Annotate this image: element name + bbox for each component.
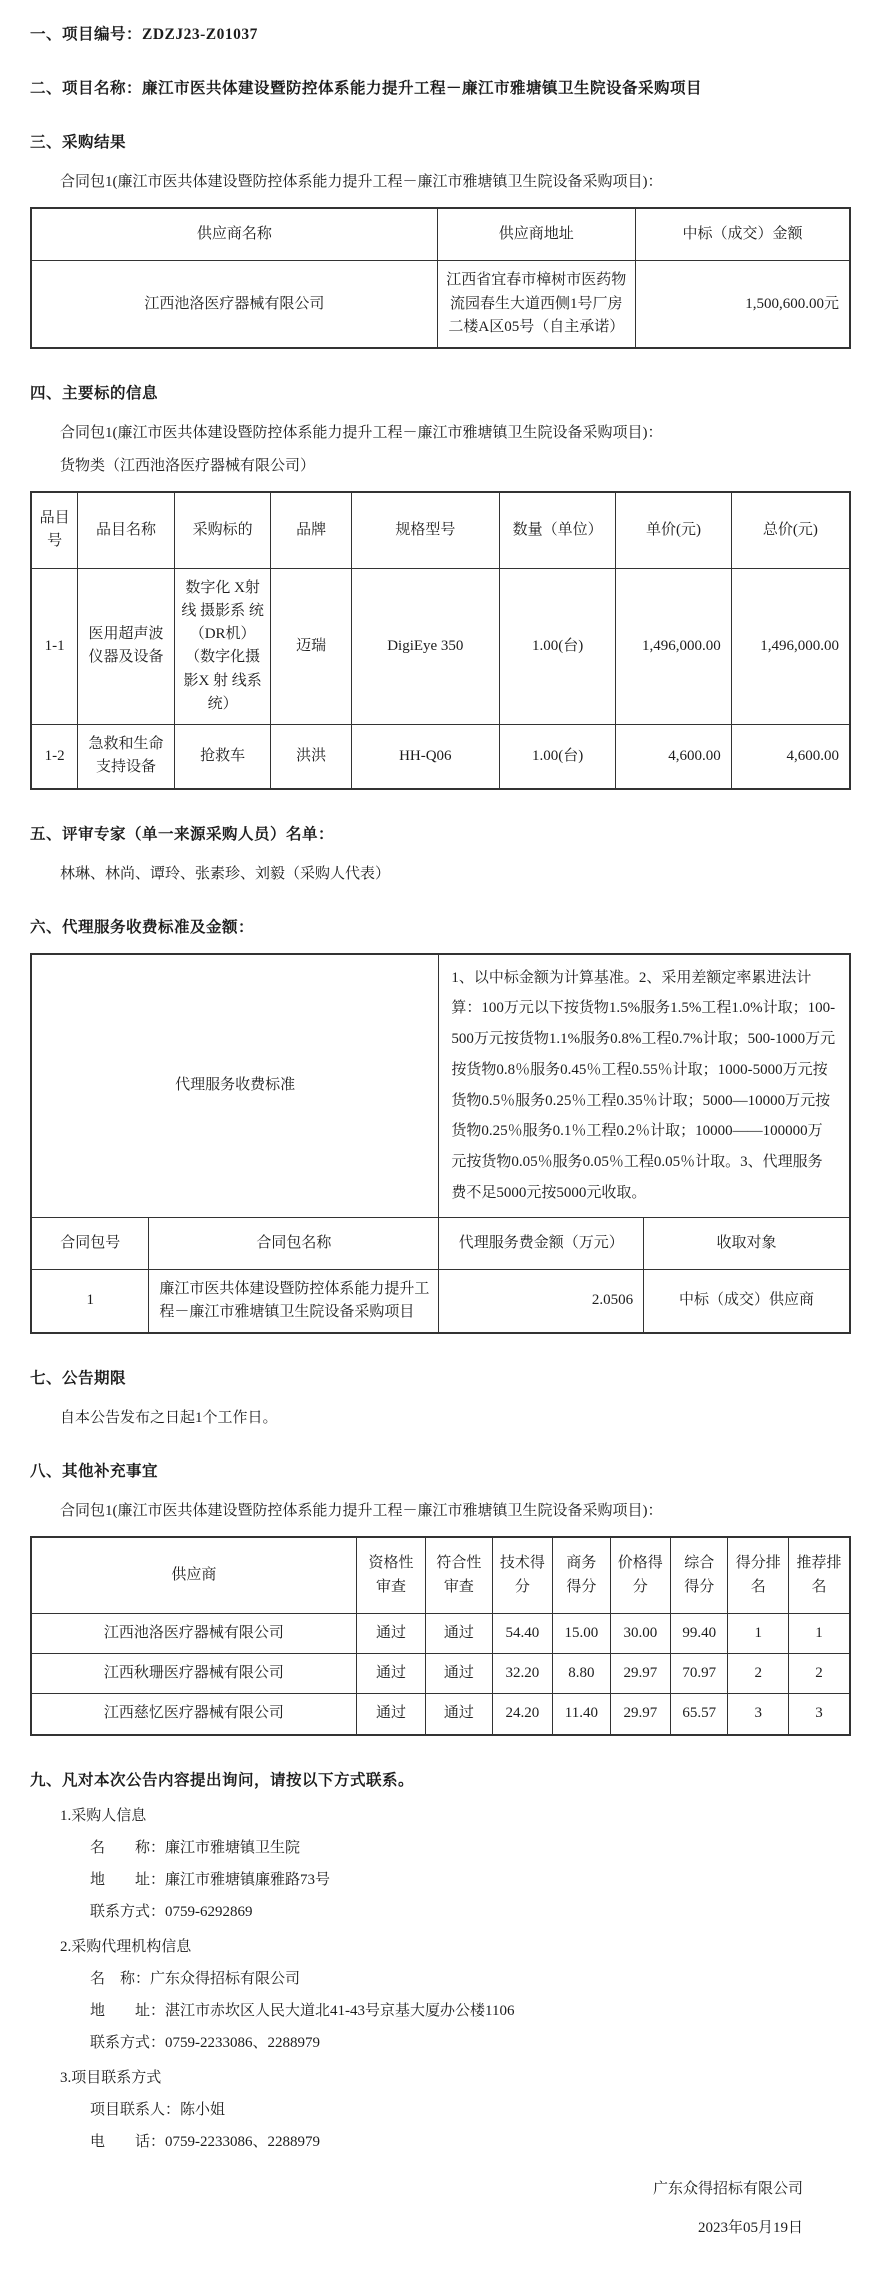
goods-table	[30, 491, 851, 790]
item-name-cell: 医用超声波仪器及设备	[78, 568, 175, 725]
fee-standard-row	[31, 954, 850, 1218]
agency-fee-table	[30, 953, 851, 1335]
table-row	[31, 1269, 850, 1333]
fee-standard-label-cell: 代理服务收费标准	[31, 954, 439, 1218]
table-header-row	[31, 492, 850, 568]
col-unit-price: 单价(元)	[616, 492, 731, 568]
fee-standard-text-cell: 1、以中标金额为计算基准。2、采用差额定率累进法计算：100万元以下按货物1.5%服务1.5%工程1.0%计取；100-500万元按货物1.1%服务0.8%工程0.7%计取；500-1000万元按货物0.8％服务0.45％工程0.55％计取；1000-5000万元按货物0.5％服务0.25％工程0.35％计取；5000—10000万元按货物0.25％服务0.1％工程0.2％计取；10000——100000万元按货物0.05％服务0.05％工程0.05％计取。3、代理服务费不足5000元按5000元收取。	[439, 954, 850, 1218]
col-item-no: 品目号	[31, 492, 78, 568]
table-row	[31, 1654, 850, 1694]
award-amount-cell: 1,500,600.00元	[635, 261, 850, 348]
agency-info-title: 2.采购代理机构信息	[60, 1938, 192, 1955]
table-row	[31, 261, 850, 348]
col-conformity-review: 符合性审查	[426, 1537, 492, 1613]
goods-category-line: 货物类（江西池洛医疗器械有限公司）	[60, 458, 316, 474]
agency-name: 名 称：广东众得招标有限公司	[90, 1970, 301, 1987]
table-header-row	[31, 1537, 850, 1613]
col-quantity: 数量（单位）	[499, 492, 615, 568]
brand-cell: 迈瑞	[271, 568, 351, 725]
recommend-rank-cell: 1	[789, 1613, 850, 1653]
agency-address: 地 址：湛江市赤坎区人民大道北41-43号京基大厦办公楼1106	[90, 2002, 515, 2019]
business-score-cell: 15.00	[553, 1613, 610, 1653]
technical-score-cell: 54.40	[492, 1613, 553, 1653]
table-header-row	[31, 1217, 850, 1269]
qualification-cell: 通过	[356, 1654, 426, 1694]
overall-score-cell: 65.57	[671, 1694, 728, 1735]
brand-cell: 洪洪	[271, 725, 351, 789]
technical-score-cell: 24.20	[492, 1694, 553, 1735]
qualification-cell: 通过	[356, 1613, 426, 1653]
quantity-cell: 1.00(台)	[499, 725, 615, 789]
other-matters-package-line: 合同包1(廉江市医共体建设暨防控体系能力提升工程－廉江市雅塘镇卫生院设备采购项目)：	[60, 1503, 663, 1520]
table-row	[31, 1694, 850, 1735]
agency-fee-heading: 六、代理服务收费标准及金额：	[30, 918, 255, 936]
signature-company: 广东众得招标有限公司	[652, 2180, 803, 2197]
conformity-cell: 通过	[426, 1654, 492, 1694]
procurement-result-heading: 三、采购结果	[30, 134, 127, 151]
purchaser-contact: 联系方式：0759-6292869	[90, 1903, 253, 1920]
col-award-amount: 中标（成交）金额	[635, 208, 850, 261]
quantity-cell: 1.00(台)	[499, 568, 615, 725]
model-cell: DigiEye 350	[351, 568, 499, 725]
supplier-cell: 江西池洛医疗器械有限公司	[31, 1613, 356, 1653]
contact-section-heading: 九、凡对本次公告内容提出询问，请按以下方式联系。	[30, 1771, 415, 1789]
subject-cell: 抢救车	[174, 725, 271, 789]
col-technical-score: 技术得分	[492, 1537, 553, 1613]
announcement-period-body: 自本公告发布之日起1个工作日。	[60, 1410, 278, 1427]
purchaser-address: 地 址：廉江市雅塘镇廉雅路73号	[90, 1871, 331, 1888]
model-cell: HH-Q06	[351, 725, 499, 789]
price-score-cell: 30.00	[610, 1613, 671, 1653]
col-score-rank: 得分排名	[728, 1537, 789, 1613]
col-overall-score: 综合得分	[671, 1537, 728, 1613]
unit-price-cell: 1,496,000.00	[616, 568, 731, 725]
signature-date: 2023年05月19日	[697, 2219, 803, 2236]
review-experts-heading: 五、评审专家（单一来源采购人员）名单：	[30, 825, 335, 843]
table-row	[31, 725, 850, 789]
col-subject: 采购标的	[174, 492, 271, 568]
col-supplier: 供应商	[31, 1537, 356, 1613]
price-score-cell: 29.97	[610, 1694, 671, 1735]
qualification-cell: 通过	[356, 1694, 426, 1735]
item-no-cell: 1-1	[31, 568, 78, 725]
technical-score-cell: 32.20	[492, 1654, 553, 1694]
col-brand: 品牌	[271, 492, 351, 568]
package-name-cell: 廉江市医共体建设暨防控体系能力提升工程－廉江市雅塘镇卫生院设备采购项目	[149, 1269, 439, 1333]
fee-amount-cell: 2.0506	[439, 1269, 644, 1333]
project-contact-phone: 电 话：0759-2233086、2288979	[90, 2133, 320, 2150]
supplier-cell: 江西秋珊医疗器械有限公司	[31, 1654, 356, 1694]
recommend-rank-cell: 3	[789, 1694, 850, 1735]
col-qualification-review: 资格性审查	[356, 1537, 426, 1613]
score-rank-cell: 1	[728, 1613, 789, 1653]
purchaser-info-title: 1.采购人信息	[60, 1807, 147, 1824]
col-business-score: 商务得分	[553, 1537, 610, 1613]
table-row	[31, 1613, 850, 1653]
procurement-result-package-line: 合同包1(廉江市医共体建设暨防控体系能力提升工程－廉江市雅塘镇卫生院设备采购项目)：	[60, 174, 663, 190]
recommend-rank-cell: 2	[789, 1654, 850, 1694]
col-supplier-address: 供应商地址	[437, 208, 635, 261]
item-name-cell: 急救和生命支持设备	[78, 725, 175, 789]
col-supplier-name: 供应商名称	[31, 208, 437, 261]
col-fee-amount: 代理服务费金额（万元）	[439, 1217, 644, 1269]
fee-payer-cell: 中标（成交）供应商	[644, 1269, 850, 1333]
main-subject-package-line: 合同包1(廉江市医共体建设暨防控体系能力提升工程－廉江市雅塘镇卫生院设备采购项目)：	[60, 425, 663, 441]
subject-cell: 数字化 X射线 摄影系 统（DR机）（数字化摄 影X 射 线系统）	[174, 568, 271, 725]
col-model: 规格型号	[351, 492, 499, 568]
overall-score-cell: 70.97	[671, 1654, 728, 1694]
overall-score-cell: 99.40	[671, 1613, 728, 1653]
table-row	[31, 568, 850, 725]
score-rank-cell: 2	[728, 1654, 789, 1694]
supplier-address-cell: 江西省宜春市樟树市医药物流园春生大道西侧1号厂房二楼A区05号（自主承诺）	[437, 261, 635, 348]
col-fee-payer: 收取对象	[644, 1217, 850, 1269]
project-number-heading: 一、项目编号：ZDZJ23-Z01037	[30, 26, 258, 43]
col-package-name: 合同包名称	[149, 1217, 439, 1269]
main-subject-heading: 四、主要标的信息	[30, 385, 159, 402]
col-price-score: 价格得分	[610, 1537, 671, 1613]
project-name-heading: 二、项目名称：廉江市医共体建设暨防控体系能力提升工程－廉江市雅塘镇卫生院设备采购项目	[30, 80, 703, 97]
supplier-name-cell: 江西池洛医疗器械有限公司	[31, 261, 437, 348]
conformity-cell: 通过	[426, 1613, 492, 1653]
package-no-cell: 1	[31, 1269, 149, 1333]
project-contact-person: 项目联系人：陈小姐	[90, 2101, 226, 2118]
table-header-row	[31, 208, 850, 261]
business-score-cell: 8.80	[553, 1654, 610, 1694]
price-score-cell: 29.97	[610, 1654, 671, 1694]
conformity-cell: 通过	[426, 1694, 492, 1735]
total-price-cell: 4,600.00	[731, 725, 850, 789]
review-experts-names: 林琳、林尚、谭玲、张素珍、刘毅（采购人代表）	[60, 865, 391, 882]
unit-price-cell: 4,600.00	[616, 725, 731, 789]
col-total-price: 总价(元)	[731, 492, 850, 568]
project-contact-title: 3.项目联系方式	[60, 2069, 162, 2086]
score-table	[30, 1536, 851, 1735]
business-score-cell: 11.40	[553, 1694, 610, 1735]
col-recommend-rank: 推荐排名	[789, 1537, 850, 1613]
total-price-cell: 1,496,000.00	[731, 568, 850, 725]
score-rank-cell: 3	[728, 1694, 789, 1735]
other-matters-heading: 八、其他补充事宜	[30, 1463, 159, 1481]
col-item-name: 品目名称	[78, 492, 175, 568]
supplier-cell: 江西慈忆医疗器械有限公司	[31, 1694, 356, 1735]
item-no-cell: 1-2	[31, 725, 78, 789]
agency-contact: 联系方式：0759-2233086、2288979	[90, 2034, 320, 2051]
purchaser-name: 名 称：廉江市雅塘镇卫生院	[90, 1839, 301, 1856]
announcement-period-heading: 七、公告期限	[30, 1370, 127, 1388]
procurement-result-table	[30, 207, 851, 349]
col-package-no: 合同包号	[31, 1217, 149, 1269]
